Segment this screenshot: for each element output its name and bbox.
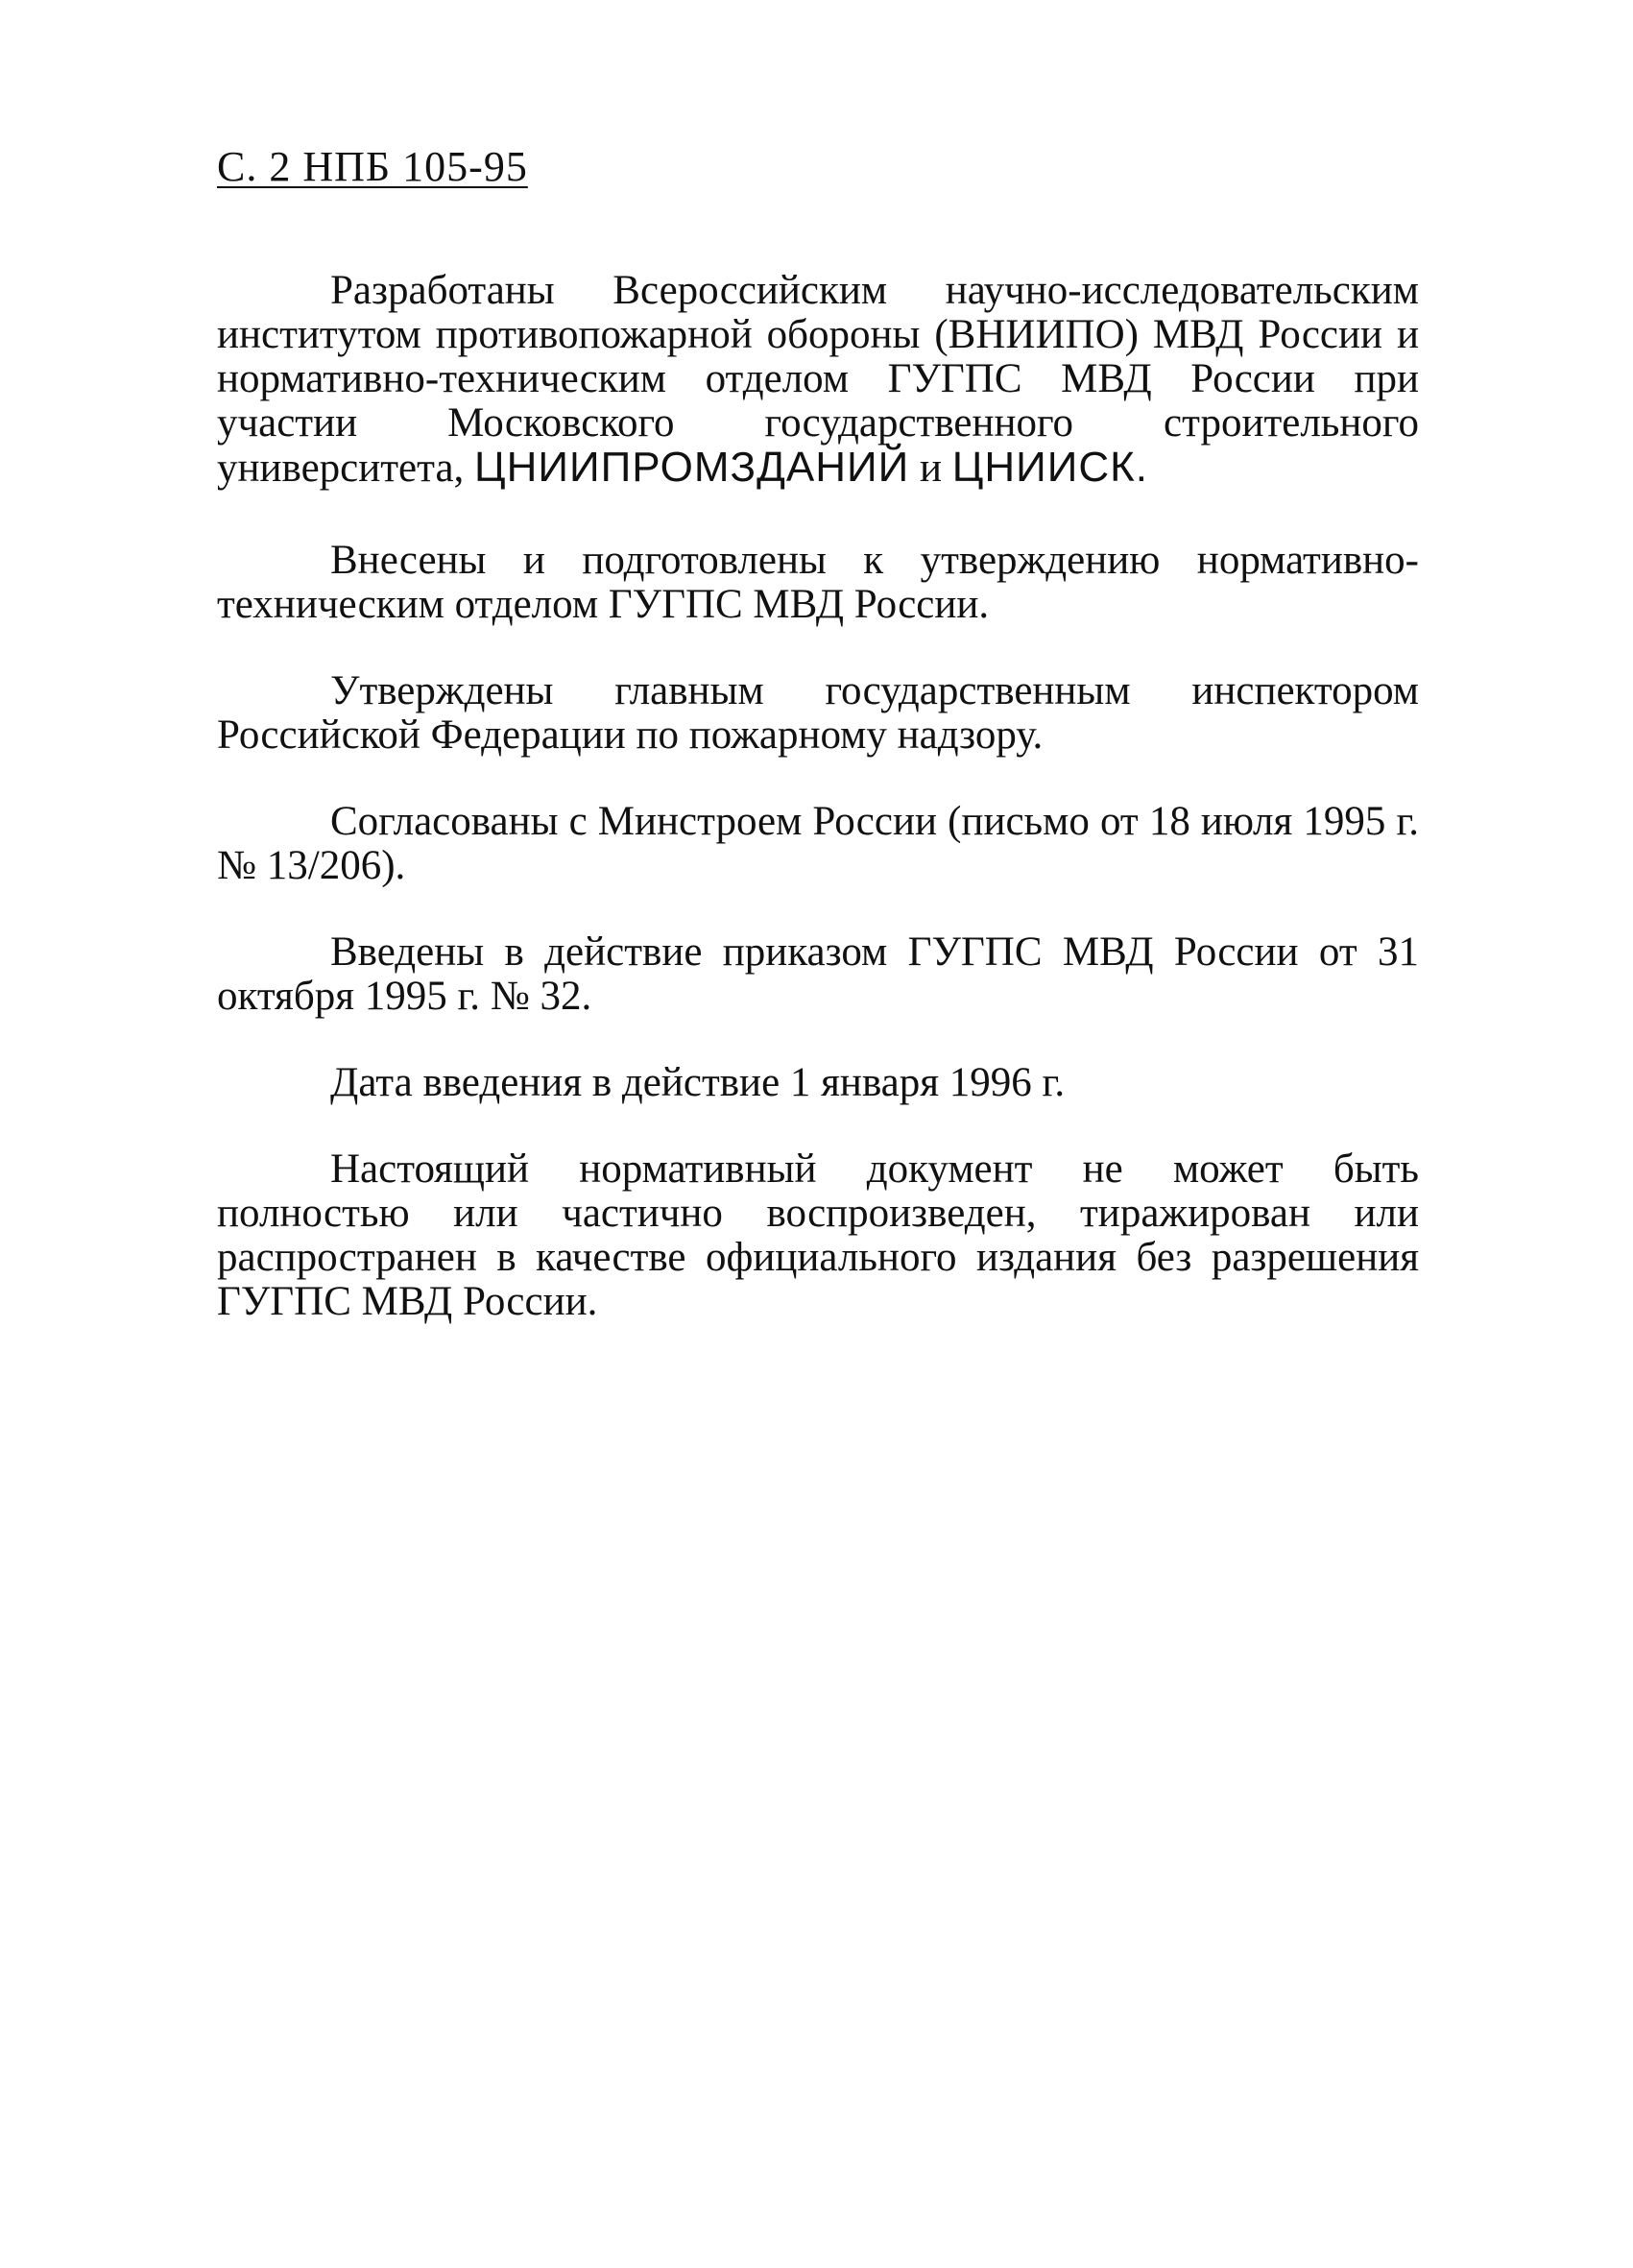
paragraph-agreed: Согласованы с Минстроем России (письмо от 18 июля 1995 г. № 13/206). (217, 799, 1419, 888)
paragraph-approved: Утверждены главным государственным инспектором Российской Федерации по пожарному надзору. (217, 668, 1419, 758)
body-text (217, 269, 1419, 1366)
org-name-tsniisk: ЦНИИСК. (951, 444, 1148, 491)
paragraph-developers-text: Разработаны Всероссийским научно-исследовательским институтом противопожарной обороны (ВНИИПО) МВД России и нормативно-техническим отделом ГУГПС МВД России при участии Московского государственного строительного университета, (217, 268, 1419, 491)
paragraph-introduced: Внесены и подготовлены к утверждению нормативно-техническим отделом ГУГПС МВД России. (217, 538, 1419, 627)
paragraph-copyright-notice: Настоящий нормативный документ не может быть полностью или частично воспроизведен, тиражирован или распространен в качестве официального издания без разрешения ГУГПС МВД России. (217, 1146, 1419, 1324)
paragraph-developers (217, 269, 1419, 491)
paragraph-developers-conjunction: и (909, 446, 952, 491)
running-header: С. 2 НПБ 105-95 (217, 143, 528, 190)
org-name-tsniipromzdaniy: ЦНИИПРОМЗДАНИЙ (474, 444, 910, 491)
paragraph-effective-date: Дата введения в действие 1 января 1996 г. (330, 1060, 1066, 1105)
paragraph-enacted: Введены в действие приказом ГУГПС МВД России от 31 октября 1995 г. № 32. (217, 929, 1419, 1019)
